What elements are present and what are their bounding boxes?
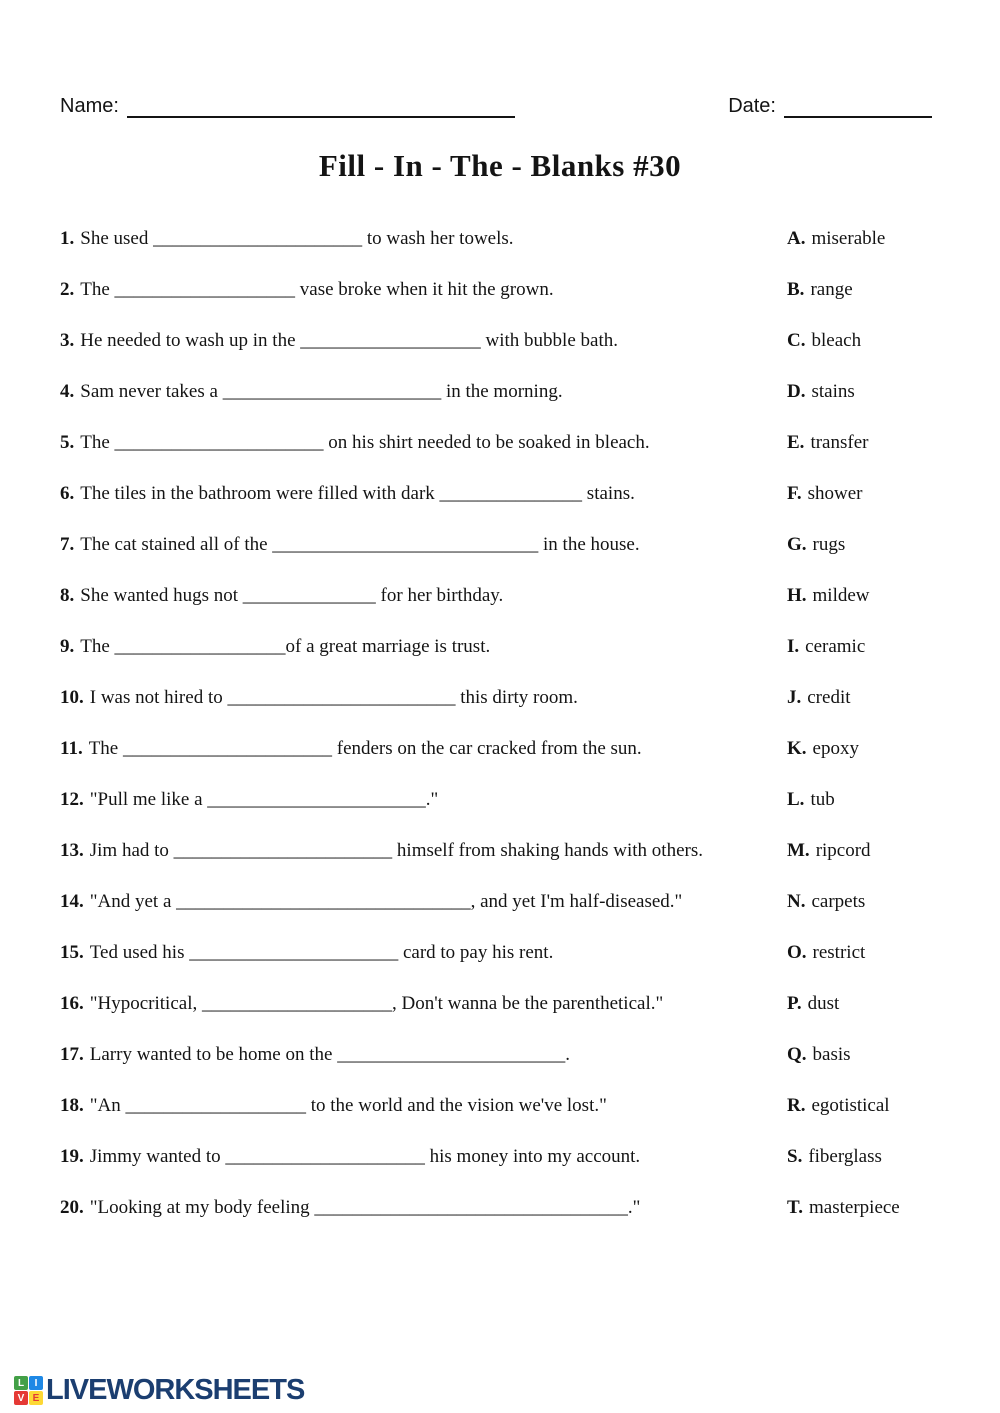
question-text — [60, 264, 787, 315]
question-text — [60, 1131, 787, 1182]
answer-letter: F. — [787, 483, 802, 504]
answer-option — [787, 1029, 960, 1080]
question-number: 20. — [60, 1197, 84, 1218]
answer-option — [787, 672, 960, 723]
question-number: 4. — [60, 381, 75, 402]
question-number: 2. — [60, 279, 75, 300]
date-field-group — [728, 92, 932, 118]
answer-word: miserable — [811, 228, 886, 249]
answer-word: range — [810, 279, 853, 300]
question-row-13 — [60, 825, 960, 876]
question-number: 9. — [60, 636, 75, 657]
answer-option — [787, 417, 960, 468]
question-sentence: "And yet a _______________________________, and yet I'm half-diseased." — [89, 891, 683, 912]
question-text — [60, 672, 787, 723]
question-sentence: He needed to wash up in the ___________________ with bubble bath. — [80, 330, 618, 351]
answer-letter: E. — [787, 432, 805, 453]
question-row-5 — [60, 417, 960, 468]
answer-option — [787, 621, 960, 672]
question-number: 17. — [60, 1044, 84, 1065]
question-number: 18. — [60, 1095, 84, 1116]
answer-word: shower — [807, 483, 863, 504]
answer-option — [787, 519, 960, 570]
question-sentence: "Looking at my body feeling _________________________________." — [89, 1197, 641, 1218]
name-label: Name: — [60, 95, 119, 117]
name-blank-line — [127, 92, 515, 118]
answer-letter: H. — [787, 585, 807, 606]
answer-word: epoxy — [812, 738, 859, 759]
question-text — [60, 570, 787, 621]
logo-square-i: I — [29, 1376, 43, 1390]
question-sentence: The ___________________ vase broke when it hit the grown. — [80, 279, 554, 300]
question-row-1 — [60, 213, 960, 264]
answer-word: egotistical — [811, 1095, 890, 1116]
question-row-17 — [60, 1029, 960, 1080]
liveworksheets-logo-icon — [14, 1376, 43, 1405]
question-sentence: I was not hired to ________________________ this dirty room. — [89, 687, 578, 708]
answer-option — [787, 774, 960, 825]
question-number: 16. — [60, 993, 84, 1014]
answer-option — [787, 978, 960, 1029]
answer-letter: P. — [787, 993, 802, 1014]
answer-word: basis — [812, 1044, 851, 1065]
answer-option — [787, 1131, 960, 1182]
liveworksheets-footer — [14, 1374, 304, 1407]
question-sentence: The __________________of a great marriage is trust. — [80, 636, 491, 657]
answer-letter: I. — [787, 636, 800, 657]
answer-word: carpets — [811, 891, 866, 912]
question-row-20 — [60, 1182, 960, 1233]
answer-letter: D. — [787, 381, 806, 402]
question-row-18 — [60, 1080, 960, 1131]
answer-option — [787, 366, 960, 417]
question-number: 19. — [60, 1146, 84, 1167]
question-sentence: The tiles in the bathroom were filled with dark _______________ stains. — [80, 483, 635, 504]
question-text — [60, 468, 787, 519]
question-text — [60, 723, 787, 774]
question-row-10 — [60, 672, 960, 723]
question-text — [60, 825, 787, 876]
question-number: 7. — [60, 534, 75, 555]
question-row-8 — [60, 570, 960, 621]
answer-option — [787, 468, 960, 519]
question-sentence: Jim had to _______________________ himself from shaking hands with others. — [89, 840, 703, 861]
answer-letter: K. — [787, 738, 807, 759]
answer-word: masterpiece — [809, 1197, 900, 1218]
answer-option — [787, 1182, 960, 1233]
answer-word: credit — [807, 687, 851, 708]
answer-letter: R. — [787, 1095, 806, 1116]
question-row-6 — [60, 468, 960, 519]
question-sentence: She used ______________________ to wash her towels. — [80, 228, 514, 249]
question-text — [60, 366, 787, 417]
answer-option — [787, 927, 960, 978]
question-text — [60, 315, 787, 366]
date-label: Date: — [728, 95, 776, 117]
question-row-15 — [60, 927, 960, 978]
question-sentence: The ______________________ on his shirt needed to be soaked in bleach. — [80, 432, 650, 453]
question-number: 11. — [60, 738, 83, 759]
question-sentence: "Hypocritical, ____________________, Don't wanna be the parenthetical." — [89, 993, 664, 1014]
answer-word: restrict — [812, 942, 866, 963]
question-number: 3. — [60, 330, 75, 351]
answer-word: fiberglass — [808, 1146, 882, 1167]
question-text — [60, 1182, 787, 1233]
question-number: 1. — [60, 228, 75, 249]
question-number: 15. — [60, 942, 84, 963]
question-text — [60, 519, 787, 570]
date-blank-line — [784, 92, 932, 118]
answer-word: transfer — [810, 432, 869, 453]
questions-list — [60, 213, 960, 1233]
question-row-16 — [60, 978, 960, 1029]
answer-letter: B. — [787, 279, 805, 300]
answer-letter: M. — [787, 840, 810, 861]
question-text — [60, 213, 787, 264]
answer-word: dust — [807, 993, 840, 1014]
liveworksheets-wordmark: LIVEWORKSHEETS — [46, 1374, 305, 1406]
answer-option — [787, 570, 960, 621]
answer-letter: J. — [787, 687, 802, 708]
answer-letter: L. — [787, 789, 805, 810]
answer-letter: G. — [787, 534, 807, 555]
question-number: 12. — [60, 789, 84, 810]
answer-word: stains — [811, 381, 855, 402]
question-text — [60, 621, 787, 672]
answer-word: ripcord — [815, 840, 871, 861]
answer-option — [787, 1080, 960, 1131]
header-row — [60, 92, 932, 118]
answer-letter: Q. — [787, 1044, 807, 1065]
answer-option — [787, 213, 960, 264]
question-sentence: Sam never takes a _______________________ in the morning. — [80, 381, 563, 402]
question-sentence: "An ___________________ to the world and the vision we've lost." — [89, 1095, 607, 1116]
question-text — [60, 1080, 787, 1131]
question-row-4 — [60, 366, 960, 417]
answer-option — [787, 876, 960, 927]
logo-square-l: L — [14, 1376, 28, 1390]
question-number: 14. — [60, 891, 84, 912]
question-number: 5. — [60, 432, 75, 453]
question-sentence: "Pull me like a _______________________." — [89, 789, 439, 810]
question-text — [60, 417, 787, 468]
question-row-19 — [60, 1131, 960, 1182]
name-field-group — [60, 92, 515, 118]
answer-letter: C. — [787, 330, 806, 351]
answer-option — [787, 723, 960, 774]
question-sentence: She wanted hugs not ______________ for her birthday. — [80, 585, 504, 606]
question-text — [60, 774, 787, 825]
question-sentence: The ______________________ fenders on the car cracked from the sun. — [88, 738, 642, 759]
page-title: Fill - In - The - Blanks #30 — [318, 148, 682, 183]
logo-square-v: V — [14, 1391, 28, 1405]
question-sentence: Ted used his ______________________ card to pay his rent. — [89, 942, 554, 963]
question-text — [60, 1029, 787, 1080]
answer-word: rugs — [812, 534, 846, 555]
answer-option — [787, 264, 960, 315]
answer-letter: N. — [787, 891, 806, 912]
answer-option — [787, 825, 960, 876]
question-row-3 — [60, 315, 960, 366]
answer-letter: A. — [787, 228, 806, 249]
question-number: 10. — [60, 687, 84, 708]
answer-letter: S. — [787, 1146, 803, 1167]
answer-word: tub — [810, 789, 835, 810]
question-row-9 — [60, 621, 960, 672]
question-text — [60, 927, 787, 978]
logo-square-e: E — [29, 1391, 43, 1405]
question-row-7 — [60, 519, 960, 570]
answer-word: mildew — [812, 585, 870, 606]
question-number: 8. — [60, 585, 75, 606]
question-number: 6. — [60, 483, 75, 504]
question-sentence: Jimmy wanted to _____________________ his money into my account. — [89, 1146, 641, 1167]
answer-letter: O. — [787, 942, 807, 963]
question-text — [60, 876, 787, 927]
question-sentence: Larry wanted to be home on the ________________________. — [89, 1044, 570, 1065]
question-number: 13. — [60, 840, 84, 861]
question-row-2 — [60, 264, 960, 315]
question-row-14 — [60, 876, 960, 927]
answer-letter: T. — [787, 1197, 804, 1218]
question-row-12 — [60, 774, 960, 825]
question-sentence: The cat stained all of the ____________________________ in the house. — [80, 534, 640, 555]
question-row-11 — [60, 723, 960, 774]
question-text — [60, 978, 787, 1029]
answer-option — [787, 315, 960, 366]
answer-word: ceramic — [805, 636, 866, 657]
answer-word: bleach — [811, 330, 862, 351]
